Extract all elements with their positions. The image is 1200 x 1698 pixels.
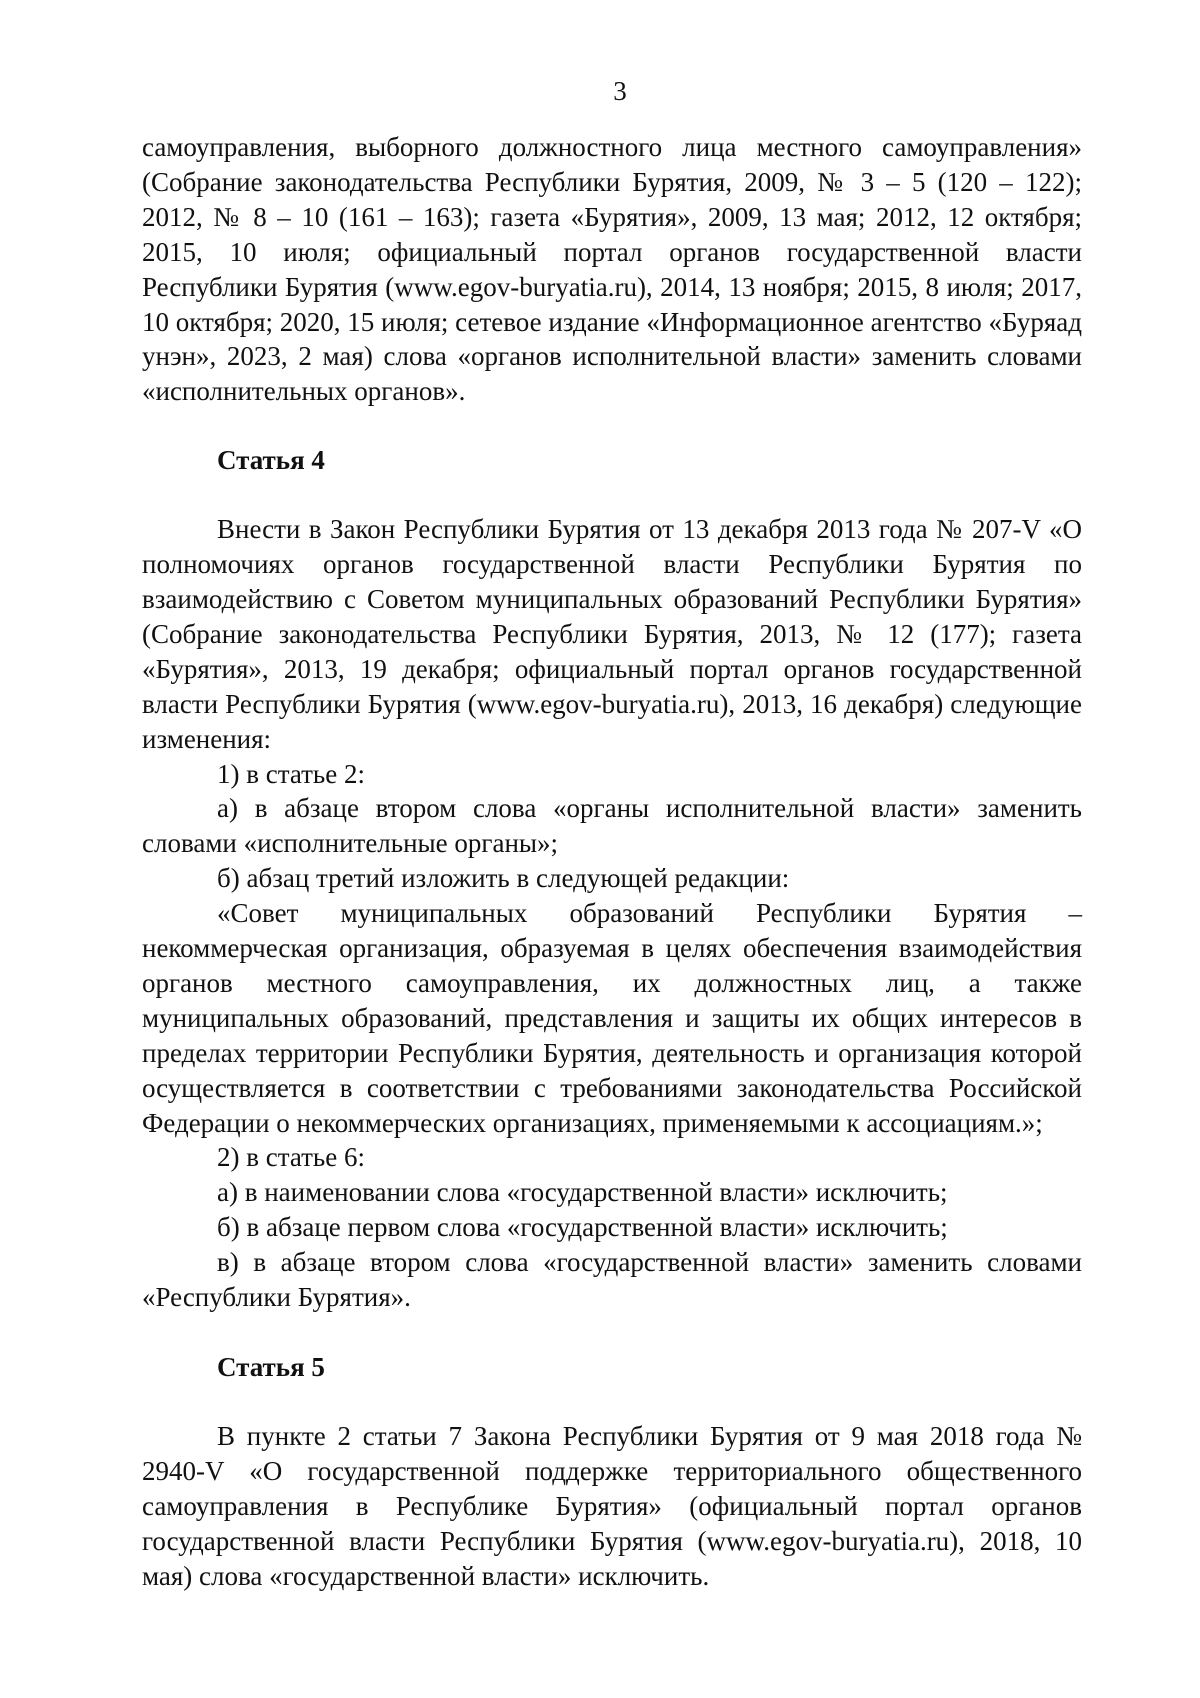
article-4-item-2c: в) в абзаце втором слова «государственной власти» заменить словами «Республики Бурятия». — [142, 1247, 1082, 1313]
page-number: 3 — [613, 76, 627, 106]
article-4-item-2a: а) в наименовании слова «государственной власти» исключить; — [217, 1177, 948, 1208]
article-4-intro: Внести в Закон Республики Бурятия от 13 декабря 2013 года № 207-V «О полномочиях органов государственной власти Республики Бурятия по взаимодействию с Советом муниципальных образований Республики Бурятия» (Собрание законодательства Республики Бурятия, 2013, № 12 (177); газета «Бурятия», 2013, 19 декабря; официальный портал органов государственной власти Республики Бурятия (www.egov-buryatia.ru), 2013, 16 декабря) следующие изменения: — [142, 514, 1082, 754]
continued-paragraph: самоуправления, выборного должностного лица местного самоуправления» (Собрание законодательства Республики Бурятия, 2009, № 3 – 5 (120 – 122); 2012, № 8 – 10 (161 – 163); газета «Бурятия», 2009, 13 мая; 2012, 12 октября; 2015, 10 июля; официальный портал органов государственной власти Республики Бурятия (www.egov-buryatia.ru), 2014, 13 ноября; 2015, 8 июля; 2017, 10 октября; 2020, 15 июля; сетевое издание «Информационное агентство «Буряад унэн», 2023, 2 мая) слова «органов исполнительной власти» заменить словами «исполнительных органов». — [142, 132, 1082, 407]
article-4-item-2: 2) в статье 6: — [217, 1142, 365, 1173]
article-5-heading: Статья 5 — [217, 1352, 325, 1382]
article-4-item-2b: б) в абзаце первом слова «государственной власти» исключить; — [217, 1212, 948, 1243]
article-4-item-1b: б) абзац третий изложить в следующей редакции: — [217, 863, 790, 894]
article-4-quote: «Совет муниципальных образований Республики Бурятия – некоммерческая организация, образуемая в целях обеспечения взаимодействия органов местного самоуправления, их должностных лиц, а также муниципальных образований, представления и защиты их общих интересов в пределах территории Республики Бурятия, деятельность и организация которой осуществляется в соответствии с требованиями законодательства Российской Федерации о некоммерческих организациях, применяемыми к ассоциациям.»; — [142, 898, 1082, 1138]
document-body — [142, 130, 1082, 1593]
article-4-item-1a: а) в абзаце втором слова «органы исполнительной власти» заменить словами «исполнительные органы»; — [142, 793, 1082, 859]
article-5-text: В пункте 2 статьи 7 Закона Республики Бурятия от 9 мая 2018 года № 2940-V «О государственной поддержке территориального общественного самоуправления в Республике Бурятия» (официальный портал органов государственной власти Республики Бурятия (www.egov-buryatia.ru), 2018, 10 мая) слова «государственной власти» исключить. — [142, 1420, 1082, 1591]
article-4-heading: Статья 4 — [217, 445, 325, 476]
article-4-item-1: 1) в статье 2: — [217, 758, 365, 789]
